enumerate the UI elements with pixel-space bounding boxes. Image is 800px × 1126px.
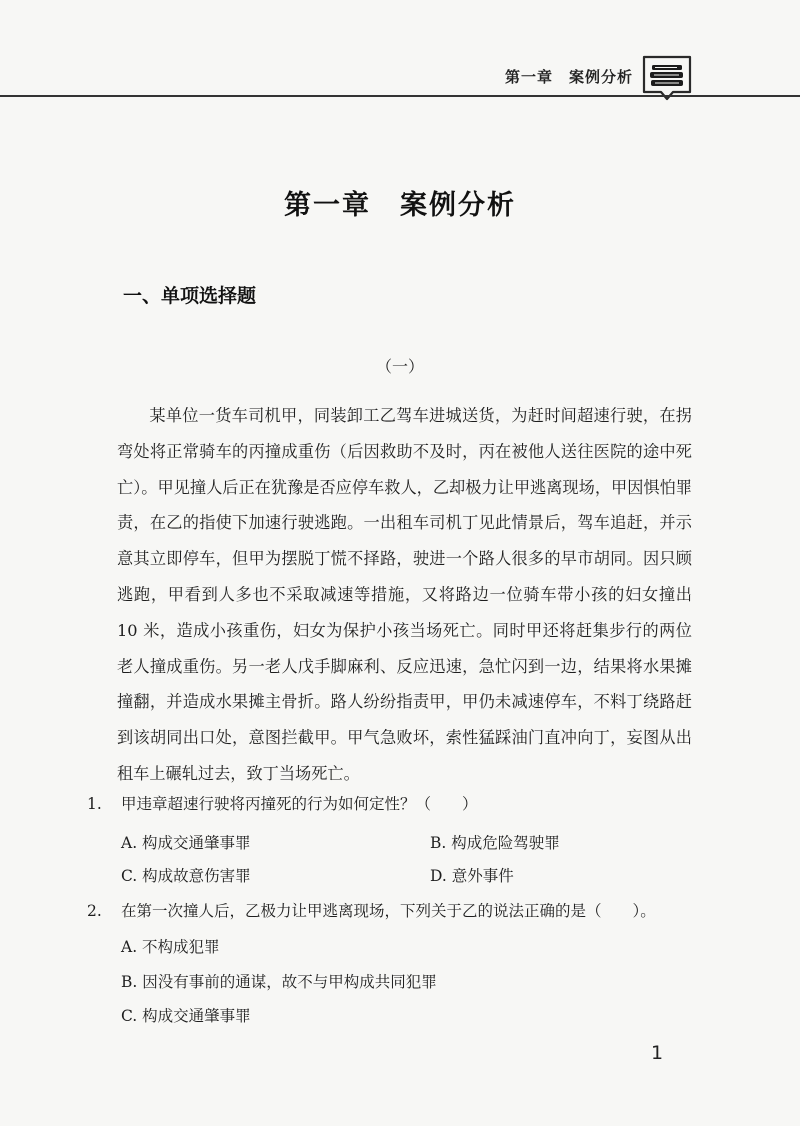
question-1-option-d: D. 意外事件 — [430, 867, 514, 885]
section-heading: 一、单项选择题 — [123, 285, 257, 307]
question-number: 2. — [87, 902, 102, 920]
question-number: 1. — [87, 795, 102, 813]
chapter-title: 第一章 案例分析 — [284, 190, 516, 221]
question-1-option-b: B. 构成危险驾驶罪 — [430, 834, 560, 852]
question-text: 甲违章超速行驶将丙撞死的行为如何定性？（ ） — [121, 795, 478, 813]
case-label: （一） — [375, 357, 424, 376]
question-2-option-c: C. 构成交通肇事罪 — [121, 1007, 251, 1025]
header-divider — [0, 95, 800, 97]
question-1-option-a: A. 构成交通肇事罪 — [121, 834, 251, 852]
case-body-text: 某单位一货车司机甲，同装卸工乙驾车进城送货，为赶时间超速行驶，在拐弯处将正常骑车的丙撞成重伤（后因救助不及时，丙在被他人送往医院的途中死亡）。甲见撞人后正在犹豫是否应停车救人，乙却极力让甲逃离现场，甲因惧怕罪责，在乙的指使下加速行驶逃跑。一出租车司机丁见此情景后，驾车追赶，并示意其立即停车，但甲为摆脱丁慌不择路，驶进一个路人很多的早市胡同。因只顾逃跑，甲看到人多也不采取减速等措施，又将路边一位骑车带小孩的妇女撞出 10 米，造成小孩重伤，妇女为保护小孩当场死亡。同时甲还将赶集步行的两位老人撞成重伤。另一老人戊手脚麻利、反应迅速，急忙闪到一边，结果将水果摊撞翻，并造成水果摊主骨折。路人纷纷指责甲，甲仍未减速停车，不料丁绕路赶到该胡同出口处，意图拦截甲。甲气急败坏，索性猛踩油门直冲向丁，妄图从出租车上碾轧过去，致丁当场死亡。 — [117, 406, 692, 783]
question-2-option-a: A. 不构成犯罪 — [121, 938, 220, 956]
question-1 — [87, 792, 478, 814]
question-text: 在第一次撞人后，乙极力让甲逃离现场，下列关于乙的说法正确的是（ ）。 — [121, 902, 656, 920]
running-head-title: 第一章 案例分析 — [505, 68, 634, 86]
page-number: 1 — [651, 1042, 664, 1064]
question-2 — [87, 899, 656, 921]
question-2-option-b: B. 因没有事前的通谋，故不与甲构成共同犯罪 — [121, 973, 437, 991]
question-1-option-c: C. 构成故意伤害罪 — [121, 867, 251, 885]
